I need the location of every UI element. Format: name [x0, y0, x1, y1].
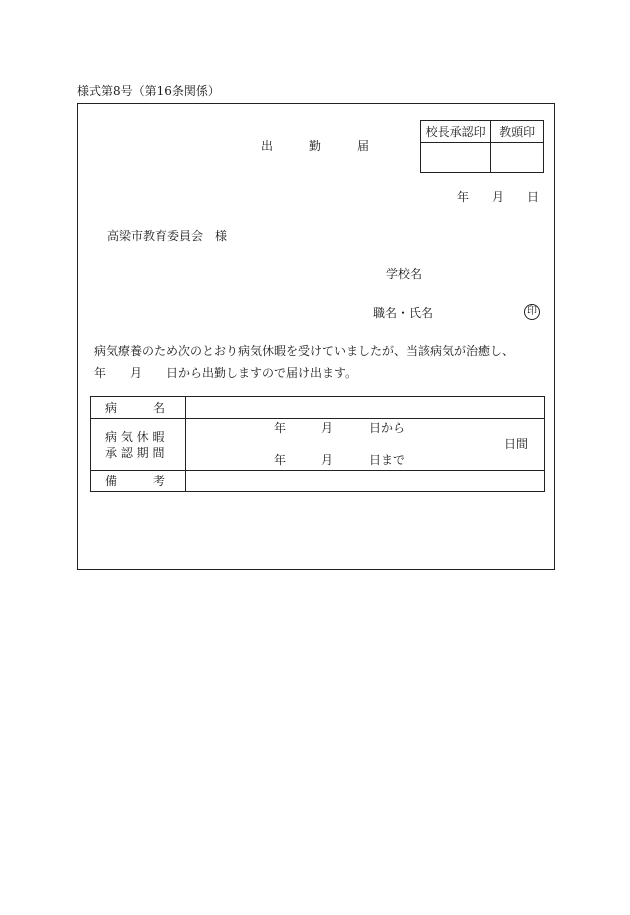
- body-text-line1: 病気療養のため次のとおり病気休暇を受けていましたが、当該病気が治癒し、: [94, 344, 515, 358]
- leave-period-row: [91, 419, 545, 471]
- leave-label-line2: 承 認 期 間: [105, 446, 165, 460]
- to-day-suffix: 日まで: [369, 453, 406, 467]
- form-frame: [77, 103, 555, 570]
- remarks-label: 備 考: [105, 474, 166, 488]
- body-text-line2: 年 月 日から出勤しますので届け出ます。: [94, 366, 358, 380]
- addressee: 高梁市教育委員会 様: [107, 229, 228, 243]
- to-month: 月: [321, 453, 334, 467]
- illness-label-cell: [91, 397, 186, 419]
- date-day: 日: [527, 190, 540, 204]
- vice-principal-seal-cell[interactable]: [491, 143, 544, 173]
- from-year: 年: [274, 421, 287, 435]
- leave-label-line1: 病 気 休 暇: [105, 430, 165, 444]
- illness-value-cell[interactable]: [186, 397, 545, 419]
- name-label: 職名・氏名: [373, 306, 434, 320]
- vice-principal-seal-header: 教頭印: [491, 121, 544, 143]
- remarks-row: [91, 471, 545, 492]
- principal-seal-cell[interactable]: [421, 143, 491, 173]
- form-number: 様式第8号（第16条関係）: [77, 84, 220, 98]
- illness-row: [91, 397, 545, 419]
- from-day-suffix: 日から: [369, 421, 406, 435]
- leave-period-label-cell: [91, 419, 186, 471]
- remarks-label-cell: [91, 471, 186, 492]
- detail-table: [90, 396, 545, 492]
- date-year: 年: [457, 190, 470, 204]
- illness-label: 病 名: [105, 401, 166, 415]
- date-month: 月: [492, 190, 505, 204]
- approval-stamp-box: [420, 120, 544, 173]
- days-label: 日間: [504, 437, 529, 451]
- seal-icon: 印: [524, 304, 540, 320]
- school-name-label: 学校名: [386, 267, 423, 281]
- from-month: 月: [321, 421, 334, 435]
- principal-approval-seal-header: 校長承認印: [421, 121, 491, 143]
- leave-period-value-cell[interactable]: [186, 419, 545, 471]
- to-year: 年: [274, 453, 287, 467]
- remarks-value-cell[interactable]: [186, 471, 545, 492]
- form-title: 出 勤 届: [261, 139, 370, 153]
